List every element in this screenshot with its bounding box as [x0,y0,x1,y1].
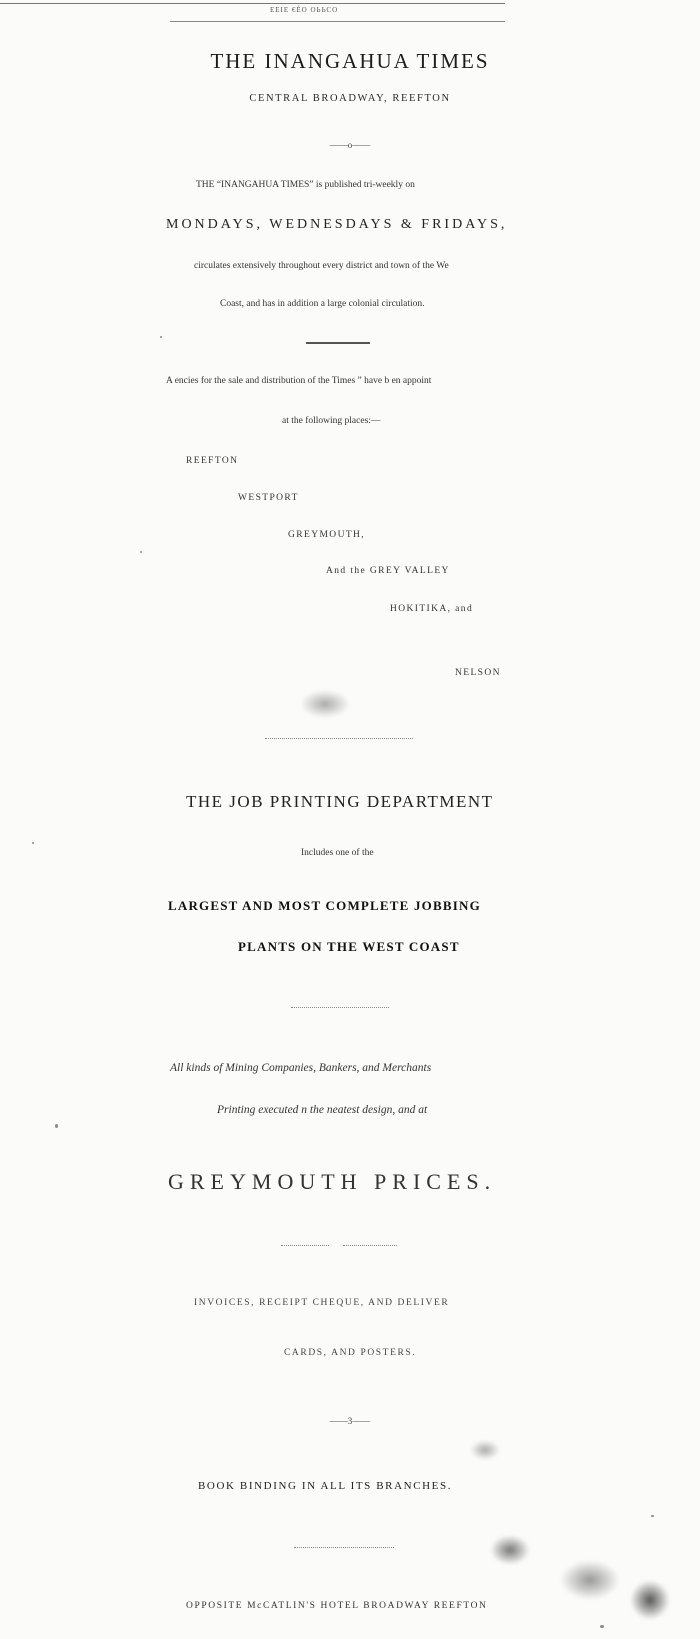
header-note: ЕЕІЕ €ÉО ОЬЬСО [270,6,339,14]
place-greymouth: GREYMOUTH, [288,530,366,540]
wavy-divider [265,738,413,742]
circulation-line-2: Coast, and has in addition a large colonial circulation. [220,299,425,309]
ink-speck [651,1515,654,1517]
mining-line: All kinds of Mining Companies, Bankers, and Merchants [170,1062,432,1074]
ink-speck [140,551,142,553]
ink-speck [32,842,34,844]
invoices-line: INVOICES, RECEIPT CHEQUE, AND DELIVER [194,1298,450,1308]
ink-smudge [300,690,350,718]
agencies-line-1: A encies for the sale and distribution of the Times ” have b en appoint [166,376,432,386]
top-rule [0,3,505,4]
place-reefton: REEFTON [186,456,239,466]
place-grey-valley: And the GREY VALLEY [326,566,450,576]
ink-smudge [470,1440,500,1460]
greymouth-prices: GREYMOUTH PRICES. [168,1169,497,1194]
place-hokitika: HOKITIKA, and [390,604,474,614]
ornament-divider: ——3—— [329,1416,371,1426]
wavy-divider-right [343,1245,397,1249]
footer-address: OPPOSITE McCATLIN'S HOTEL BROADWAY REEFTON [186,1601,488,1611]
publication-line: THE “INANGAHUA TIMES” is published tri-weekly on [196,180,415,190]
wavy-divider [294,1547,394,1551]
page-title: THE INANGAHUA TIMES [210,49,490,73]
largest-plants-line: LARGEST AND MOST COMPLETE JOBBING [168,898,481,913]
masthead-rule [170,21,505,22]
ink-speck [600,1625,604,1628]
ink-smudge [490,1535,530,1565]
printing-line: Printing executed n the neatest design, and at [217,1104,428,1116]
address-line: CENTRAL BROADWAY, REEFTON [249,93,451,104]
circulation-line-1: circulates extensively throughout every district and town of the We [194,261,449,271]
ornament-divider: ——o—— [329,140,371,150]
ink-speck [160,336,162,338]
wavy-divider-left [281,1245,329,1249]
book-binding-line: BOOK BINDING IN ALL ITS BRANCHES. [198,1480,453,1492]
wavy-divider [291,1007,389,1011]
ink-smudge [560,1560,620,1600]
agencies-line-2: at the following places:— [282,416,381,426]
publication-days: MONDAYS, WEDNESDAYS & FRIDAYS, [166,217,508,232]
cards-line: CARDS, AND POSTERS. [284,1348,417,1358]
section-divider [306,342,370,344]
west-coast-line: PLANTS ON THE WEST COAST [238,939,460,954]
includes-line: Includes one of the [301,848,374,858]
ink-speck [55,1124,58,1128]
ink-smudge [630,1580,670,1620]
place-westport: WESTPORT [238,493,299,503]
place-nelson: NELSON [455,668,501,678]
job-printing-title: THE JOB PRINTING DEPARTMENT [186,792,494,811]
